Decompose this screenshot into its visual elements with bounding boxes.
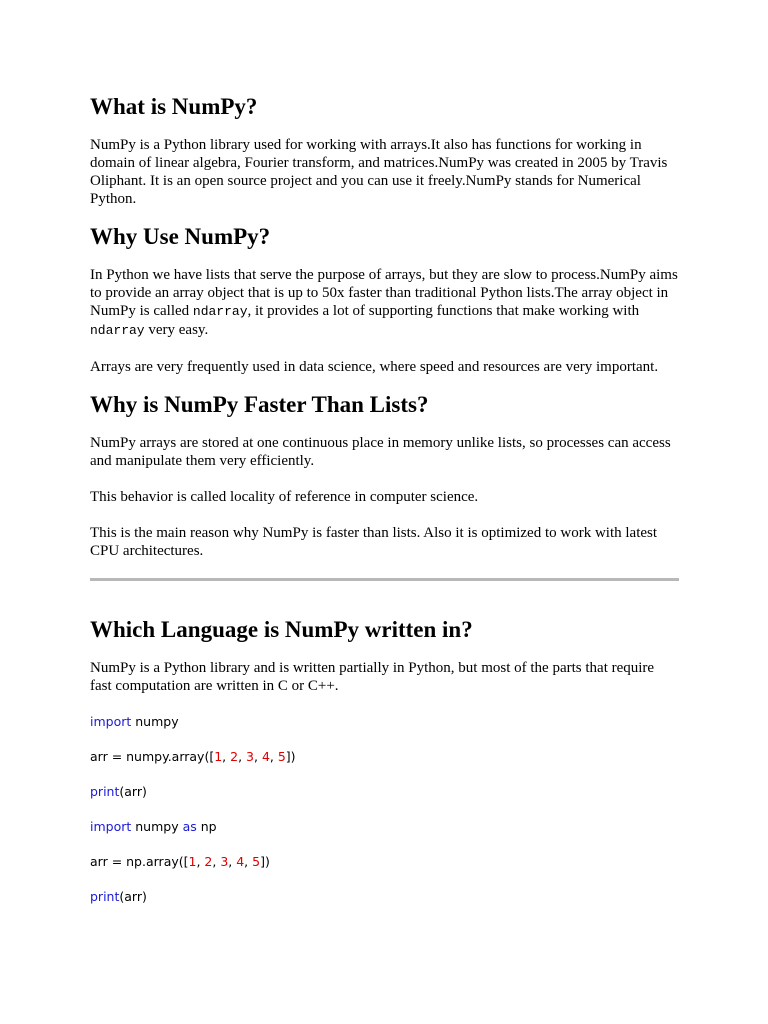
paragraph-what-is-numpy: NumPy is a Python library used for working with arrays.It also has functions for working in domain of linear algebra, Fourier transform, and matrices.NumPy was created in 2005 by Travis Oliphant. It is an open source project and you can use it freely.NumPy stands for Numerical Python. [90, 137, 668, 207]
code-line-print-arr-2 [90, 888, 679, 906]
code-sep: , [238, 749, 247, 764]
paragraph-which-language: NumPy is a Python library and is written partially in Python, but most of the parts that require fast computation are written in C or C++. [90, 660, 655, 694]
code-sep: , [212, 854, 221, 869]
keyword-print: print [90, 784, 120, 799]
code-text: (arr) [119, 784, 147, 799]
paragraph-why-use-numpy [90, 266, 679, 340]
heading-which-language: Which Language is NumPy written in? [90, 617, 473, 642]
text-segment: In Python we have lists that serve the purpose of arrays, but they are slow to process.NumPy aims to provide an array object that is up to 50x faster than traditional Python lists.The array object in NumPy is called [90, 267, 678, 319]
code-number: 2 [230, 749, 239, 764]
code-number: 4 [261, 749, 270, 764]
code-text: numpy [131, 819, 179, 834]
code-text: ]) [285, 749, 296, 764]
heading-why-use-numpy: Why Use NumPy? [90, 224, 271, 249]
paragraph-locality: This behavior is called locality of reference in computer science. [90, 489, 479, 505]
heading-why-faster: Why is NumPy Faster Than Lists? [90, 392, 429, 417]
keyword-print: print [90, 889, 120, 904]
code-sep: , [196, 854, 205, 869]
code-number: 3 [220, 854, 229, 869]
code-number: 4 [236, 854, 245, 869]
code-line-import-numpy-as-np [90, 818, 679, 836]
code-line-import-numpy [90, 713, 679, 731]
paragraph-arrays-data-science: Arrays are very frequently used in data science, where speed and resources are very important. [90, 359, 659, 375]
code-number: 1 [214, 749, 223, 764]
code-sep: , [244, 854, 253, 869]
keyword-import: import [90, 819, 132, 834]
code-number: 5 [252, 854, 261, 869]
code-line-arr-numpy-array [90, 748, 679, 766]
code-sep: , [253, 749, 262, 764]
code-number: 2 [204, 854, 213, 869]
keyword-import: import [90, 714, 132, 729]
keyword-as: as [182, 819, 197, 834]
code-text: (arr) [119, 889, 147, 904]
document-page [90, 92, 679, 923]
code-line-print-arr [90, 783, 679, 801]
code-text: arr = numpy.array([ [90, 749, 215, 764]
code-number: 3 [246, 749, 254, 764]
code-text: arr = np.array([ [90, 854, 189, 869]
inline-code-ndarray: ndarray [192, 304, 248, 319]
heading-what-is-numpy: What is NumPy? [90, 94, 258, 119]
text-segment: , it provides a lot of supporting functions that make working with [247, 303, 640, 319]
paragraph-continuous-memory: NumPy arrays are stored at one continuous place in memory unlike lists, so processes can access and manipulate them very efficiently. [90, 435, 671, 469]
section-divider [90, 578, 679, 581]
code-sep: , [222, 749, 231, 764]
code-text: numpy [131, 714, 179, 729]
code-number: 1 [188, 854, 197, 869]
code-line-arr-np-array [90, 853, 679, 871]
code-number: 5 [277, 749, 286, 764]
text-segment: very easy. [144, 322, 209, 338]
code-text: np [196, 819, 217, 834]
code-text: ]) [260, 854, 270, 869]
inline-code-ndarray: ndarray [90, 323, 145, 338]
code-sep: , [228, 854, 237, 869]
paragraph-main-reason: This is the main reason why NumPy is faster than lists. Also it is optimized to work with latest CPU architectures. [90, 525, 658, 559]
code-sep: , [269, 749, 278, 764]
